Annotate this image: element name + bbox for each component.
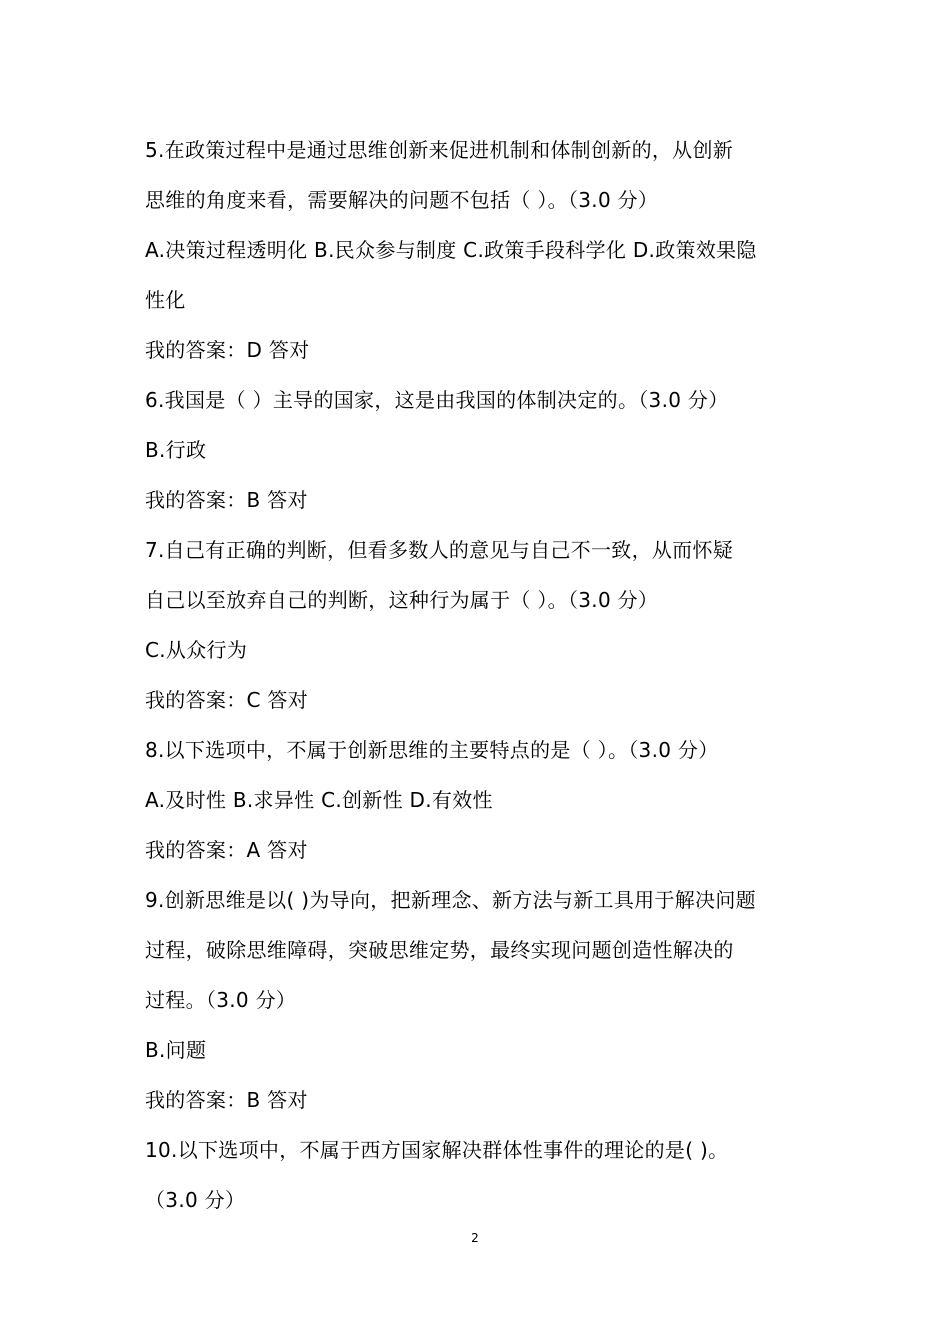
question-5-text-line-2: 思维的角度来看，需要解决的问题不包括（ ）。（3.0 分） <box>145 188 659 212</box>
question-8-options: A.及时性 B.求异性 C.创新性 D.有效性 <box>145 788 493 812</box>
question-5-text-line-1: 5.在政策过程中是通过思维创新来促进机制和体制创新的，从创新 <box>145 138 734 162</box>
question-10-text-line-2: （3.0 分） <box>145 1188 246 1212</box>
question-7-text-line-1: 7.自己有正确的判断，但看多数人的意见与自己不一致，从而怀疑 <box>145 538 734 562</box>
question-8-answer: 我的答案：A 答对 <box>145 838 308 862</box>
question-7-option: C.从众行为 <box>145 638 248 662</box>
question-8-text: 8.以下选项中，不属于创新思维的主要特点的是（ ）。（3.0 分） <box>145 738 719 762</box>
question-9-text-line-1: 9.创新思维是以( )为导向，把新理念、新方法与新工具用于解决问题 <box>145 888 756 912</box>
question-5-options-line-1: A.决策过程透明化 B.民众参与制度 C.政策手段科学化 D.政策效果隐 <box>145 238 757 262</box>
question-6-option: B.行政 <box>145 438 207 462</box>
question-6-text: 6.我国是（ ）主导的国家，这是由我国的体制决定的。（3.0 分） <box>145 388 729 412</box>
page-number: 2 <box>471 1231 479 1245</box>
question-9-text-line-3: 过程。（3.0 分） <box>145 988 297 1012</box>
question-7-answer: 我的答案：C 答对 <box>145 688 309 712</box>
question-5-options-line-2: 性化 <box>145 288 186 312</box>
question-9-answer: 我的答案：B 答对 <box>145 1088 308 1112</box>
question-6-answer: 我的答案：B 答对 <box>145 488 308 512</box>
document-body <box>145 125 810 1225</box>
question-7-text-line-2: 自己以至放弃自己的判断，这种行为属于（ ）。（3.0 分） <box>145 588 659 612</box>
question-10-text-line-1: 10.以下选项中，不属于西方国家解决群体性事件的理论的是( )。 <box>145 1138 729 1162</box>
question-9-option: B.问题 <box>145 1038 207 1062</box>
question-9-text-line-2: 过程，破除思维障碍，突破思维定势，最终实现问题创造性解决的 <box>145 938 734 962</box>
question-5-answer: 我的答案：D 答对 <box>145 338 310 362</box>
